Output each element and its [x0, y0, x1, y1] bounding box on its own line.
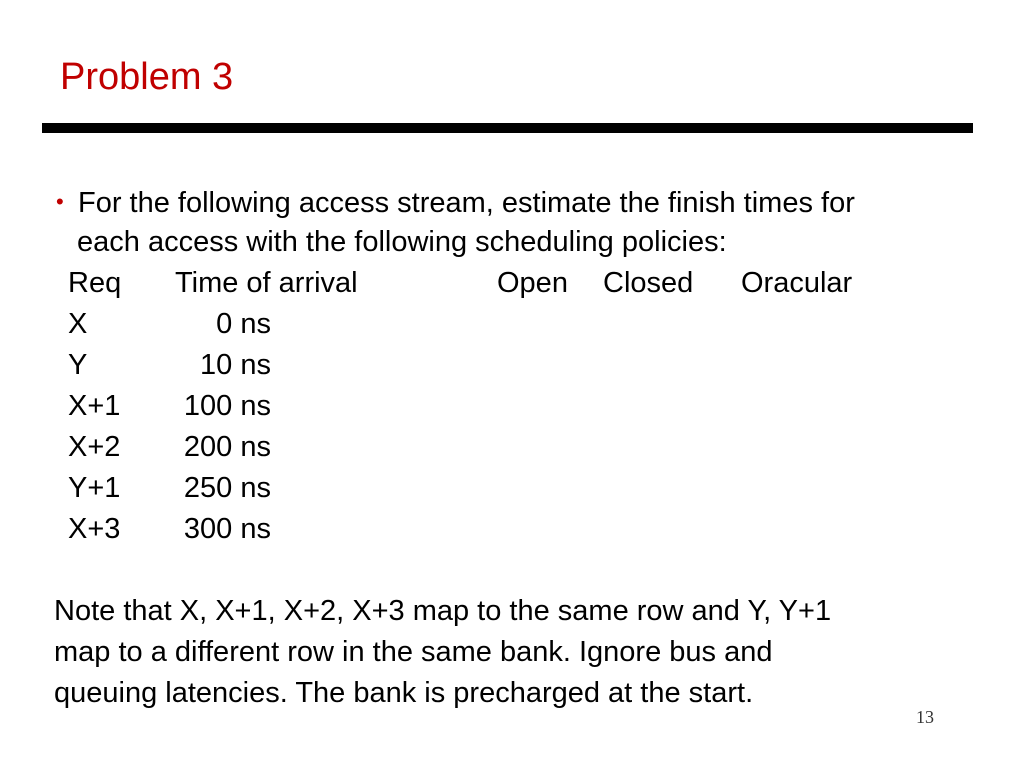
- table-row: [0, 427, 1024, 468]
- note-line-2: map to a different row in the same bank. Ignore bus and: [54, 636, 773, 668]
- arrival-time-cell: 200 ns: [183, 431, 271, 463]
- note-line-3: queuing latencies. The bank is precharged at the start.: [54, 677, 754, 709]
- arrival-time-cell: 100 ns: [183, 390, 271, 422]
- req-cell: Y+1: [68, 472, 121, 504]
- arrival-time-cell: 10 ns: [200, 349, 271, 381]
- title-divider: [42, 123, 973, 133]
- bullet-text-line-2: each access with the following scheduling policies:: [77, 226, 727, 258]
- table-header-row: [0, 263, 1024, 304]
- arrival-time-cell: 300 ns: [183, 513, 271, 545]
- bullet-dot-icon: •: [56, 189, 64, 214]
- bullet-item: [56, 181, 855, 224]
- bullet-text-line-1: For the following access stream, estimate the finish times for: [78, 187, 855, 219]
- table-row: [0, 386, 1024, 427]
- page-number: 13: [916, 707, 934, 727]
- arrival-time-cell: 250 ns: [183, 472, 271, 504]
- slide-title: Problem 3: [60, 56, 234, 98]
- req-cell: X: [68, 308, 88, 340]
- header-closed: Closed: [603, 267, 694, 299]
- req-cell: Y: [68, 349, 88, 381]
- req-cell: X+2: [68, 431, 121, 463]
- header-oracular: Oracular: [741, 267, 853, 299]
- table-row: [0, 345, 1024, 386]
- note-line-1: Note that X, X+1, X+2, X+3 map to the same row and Y, Y+1: [54, 595, 832, 627]
- table-row: [0, 304, 1024, 345]
- note-paragraph: [54, 591, 831, 714]
- arrival-time-cell: 0 ns: [216, 308, 271, 340]
- req-cell: X+3: [68, 513, 121, 545]
- header-time-of-arrival: Time of arrival: [175, 267, 358, 299]
- table-row: [0, 509, 1024, 550]
- table-row: [0, 468, 1024, 509]
- header-req: Req: [68, 267, 122, 299]
- access-stream-table: [0, 263, 1024, 550]
- req-cell: X+1: [68, 390, 121, 422]
- header-open: Open: [497, 267, 568, 299]
